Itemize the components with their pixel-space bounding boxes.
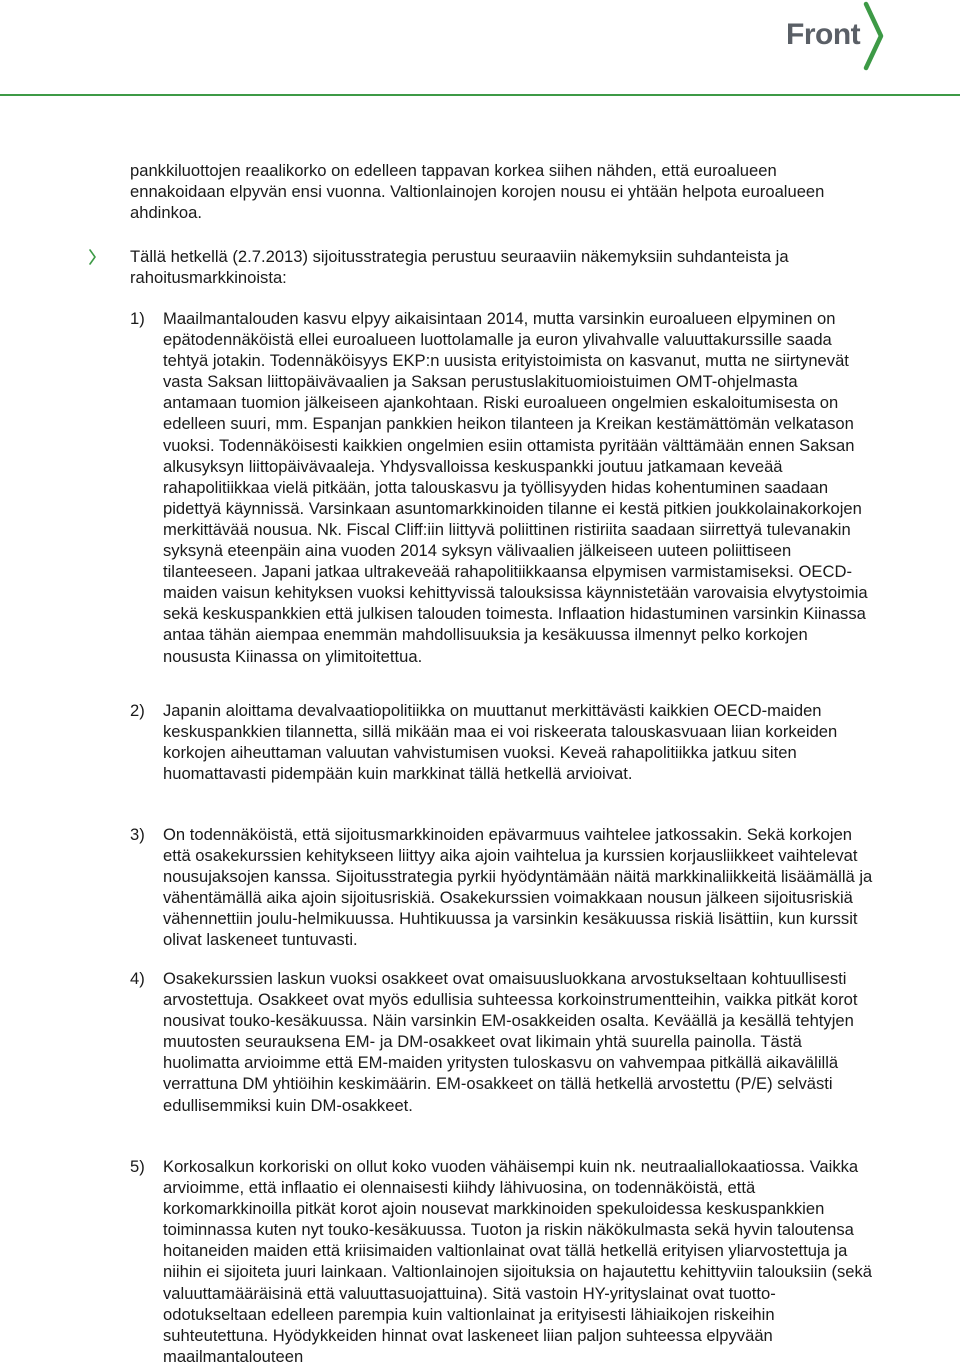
list-item-text: Osakekurssien laskun vuoksi osakkeet ovat omaisuusluokkana arvostukseltaan kohtuullisesti arvostettuja. Osakkeet ovat myös edullisia suhteessa korkoinstrumentteihin, vaikka pitkät korot nousivat touko-kesäkuussa. Näin varsinkin EM-osakkeiden osalta. Keväällä ja kesällä tehtyjen muutosten seurauksena EM- ja DM-osakkeet ovat likimain yhtä suurella painolla. Tästä huolimatta arvioimme että EM-maiden yritysten tuloskasvu on vahvempaa pitkällä aikavälillä verrattuna DM yhtiöihin keskimäärin. EM-osakkeet on tällä hetkellä arvostettu (P/E) selvästi edullisemmiksi kuin DM-osakkeet.: [163, 969, 858, 1115]
list-item-number: 3): [130, 825, 145, 844]
list-item-number: 4): [130, 969, 145, 988]
logo-text: Front: [786, 18, 861, 51]
chevron-right-icon: [88, 248, 98, 271]
front-logo: [786, 0, 916, 72]
list-item-text: On todennäköistä, että sijoitusmarkkinoiden epävarmuus vaihtelee jatkossakin. Sekä korkojen että osakekurssien kehitykseen liittyy aika ajoin vaihtelua ja kurssien korjausliikkeet vaihtelevat nousujaksojen kanssa. Sijoitusstrategia pyrkii hyödyntämään näitä markkinaliikkeitä lisäämällä ja vähentämällä aika ajoin sijoitusriskiä. Osakekurssien voimakkaan nousun jälkeen sijoitusriskiä vähennettiin joulu-helmikuussa. Huhtikuussa ja varsinkin kesäkuussa riskiä lisättiin, kun kurssit olivat laskeneet tuntuvasti.: [163, 825, 873, 950]
list-item-number: 2): [130, 701, 145, 720]
strategy-intro-paragraph: Tällä hetkellä (2.7.2013) sijoitusstrategia perustuu seuraaviin näkemyksiin suhdanteista ja rahoitusmarkkinoista:: [130, 247, 789, 288]
page-header: [0, 0, 960, 100]
logo-chevron-icon: [862, 0, 886, 72]
list-item-number: 5): [130, 1157, 145, 1176]
list-item-text: Japanin aloittama devalvaatiopolitiikka on muuttanut merkittävästi kaikkien OECD-maiden keskuspankkien tilannetta, sillä mikään maa ei voi riskeerata talouskasvuaan liian korkeiden korkojen aiheuttaman valuutan vahvistumisen vuoksi. Keveä rahapolitiikka jatkuu siten huomattavasti pidempään kuin markkinat tällä hetkellä arvioivat.: [163, 701, 838, 784]
list-item-number: 1): [130, 309, 145, 328]
list-item-text: Maailmantalouden kasvu elpyy aikaisintaan 2014, mutta varsinkin euroalueen elpyminen on epätodennäköistä ellei euroalueen luottolamalle ja euron ylivahvalle valuuttakurssille saada tehtyä jotakin. Todennäköisyys EKP:n uusista erityistoimista on kasvanut, mutta ne siirtynevät vasta Saksan liittopäivävaalien ja Saksan perustuslakituomioistuimen OMT-ohjelmasta antamaan tuomion jälkeiseen ajankohtaan. Riski euroalueen ongelmien eskaloitumisesta on edelleen suuri, mm. Espanjan pankkien heikon tilanteen ja Kreikan kestämättömän velkatason vuoksi. Todennäköisesti kaikkien ongelmien esiin ottamista pyritään välttämään ennen Saksan alkusyksyn liittopäivävaaleja. Yhdysvalloissa keskuspankki joutuu jatkamaan keveää rahapolitiikkaa vielä pitkään, jotta talouskasvu ja työllisyyden hidas kohentuminen saadaan pidettyä käynnissä. Varsinkaan asuntomarkkinoiden tilanne ei kestä pitkien joukkolainakorkojen merkittävää nousua. Nk. Fiscal Cliff:iin liittyvä poliittinen ristiriita saadaan siirrettyä tulevanakin syksynä eteenpäin aina vuoden 2014 syksyn välivaalien jälkeiseen uuteen poliittiseen tilanteeseen. Japani jatkaa ultrakeveää rahapolitiikkaansa elpymisen varmistamiseksi. OECD-maiden vaisun kehityksen vuoksi kehittyvissä talouksissa käynnistetään varovaisia elvytystoimia sekä keskuspankkien että julkisen talouden toimesta. Inflaation hidastuminen varsinkin Kiinassa antaa tähän aiempaa enemmän mahdollisuuksia ja kesäkuussa ilmennyt pelko korkojen noususta Kiinassa on ylimitoitettua.: [163, 309, 868, 666]
header-divider: [0, 94, 960, 96]
list-item-text: Korkosalkun korkoriski on ollut koko vuoden vähäisempi kuin nk. neutraaliallokaatiossa. Vaikka arvioimme, että inflaatio ei olennaisesti kiihdy lähivuosina, on todennäköistä, että korkomarkkinoilla pitkät korot ajoin nousevat markkinoiden spekuloidessa keskuspankkien toiminnassa kuten nyt touko-kesäkuussa. Tuoton ja riskin näkökulmasta sekä hyvin taloutensa hoitaneiden maiden että kriisimaiden valtionlainat ovat tällä hetkellä erityisen yliarvostettuja ja niihin ei sijoiteta juuri lainkaan. Valtionlainojen sijoituksia on hajautettu kehittyviin talouksiin (sekä valuuttamääräisinä että valuuttasuojattuina). Sitä vastoin HY-yrityslainat ovat tuotto-odotukseltaan edelleen parempia kuin valtionlainat ja erityisesti lähiaikojen riskeihin suhteutettuna. Hyödykkeiden hinnat ovat laskeneet liian paljon suhteessa elpyvään maailmantalouteen: [163, 1157, 873, 1366]
intro-paragraph: pankkiluottojen reaalikorko on edelleen tappavan korkea siihen nähden, että euroalueen ennakoidaan elpyvän ensi vuonna. Valtionlainojen korojen nousu ei yhtään helpota euroalueen ahdinkoa.: [130, 161, 825, 223]
